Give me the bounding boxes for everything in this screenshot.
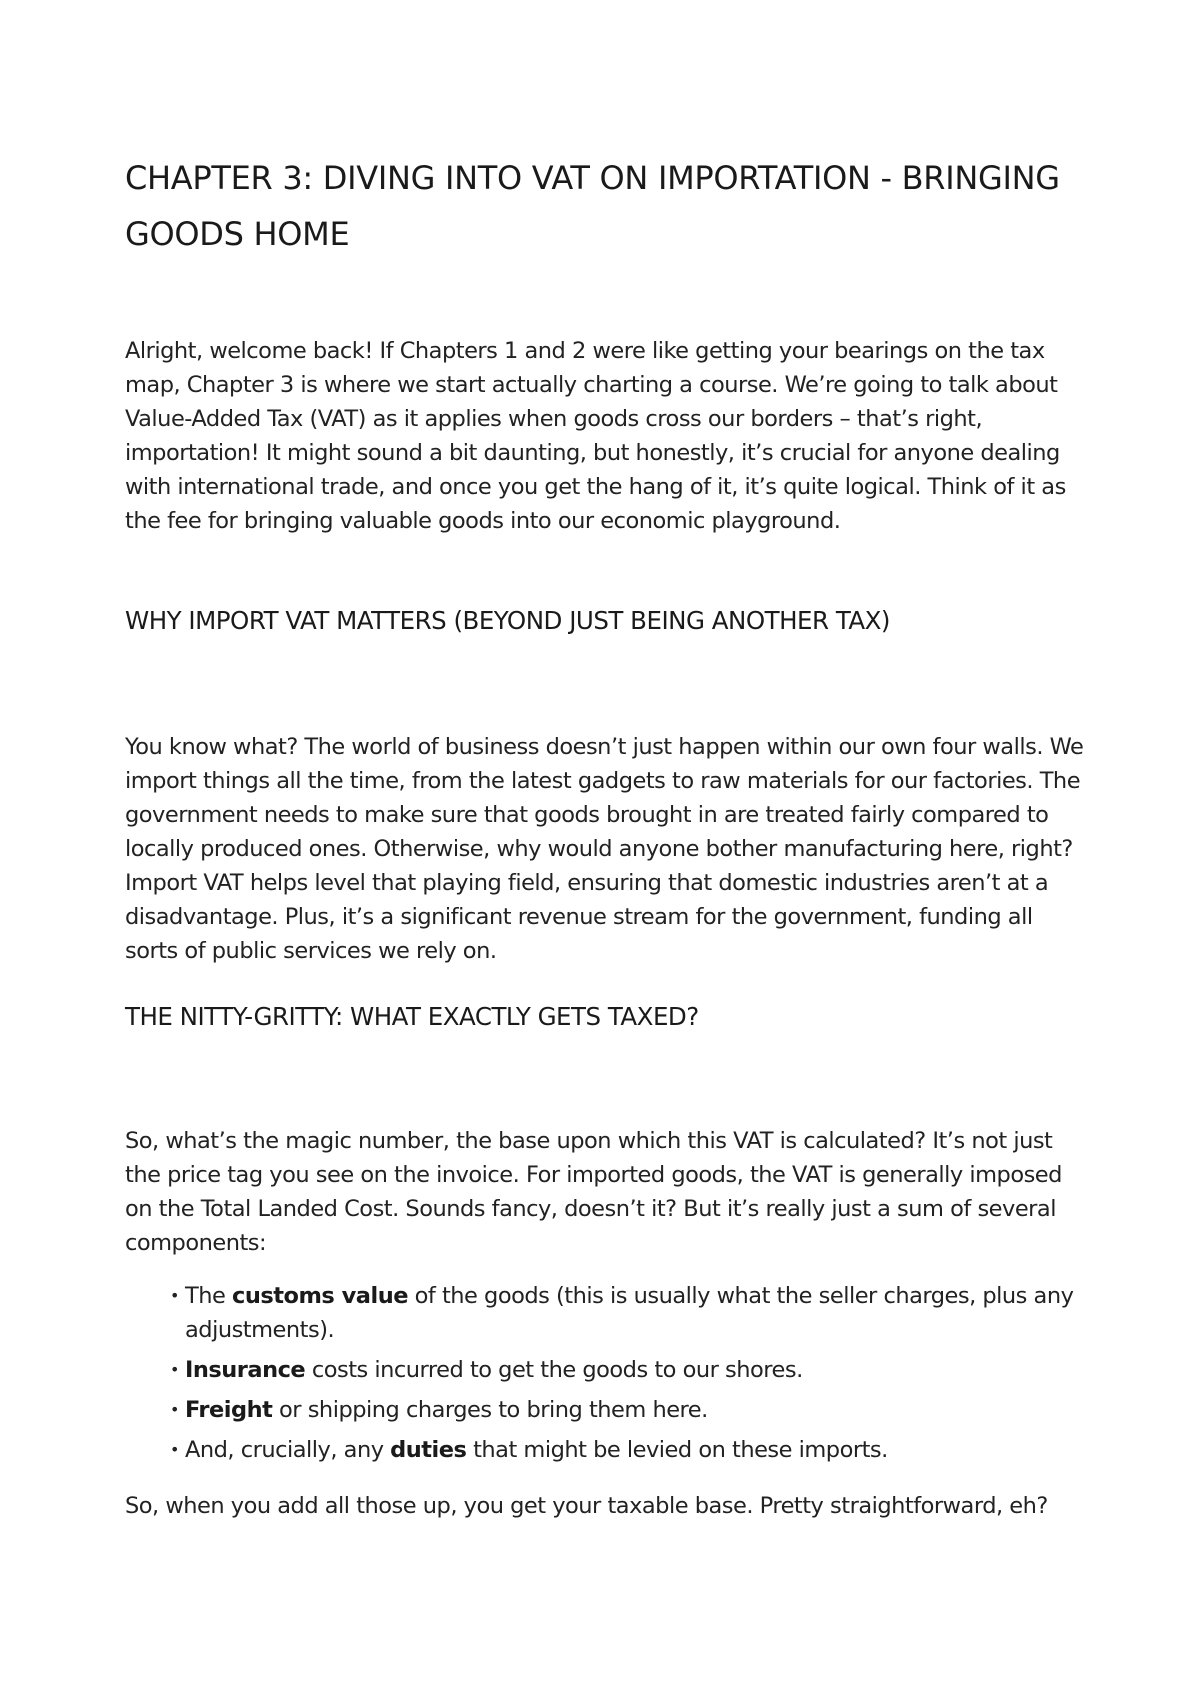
chapter-title: CHAPTER 3: DIVING INTO VAT ON IMPORTATION - BRINGING GOODS HOME bbox=[125, 159, 1060, 253]
list-item-customs-value bbox=[170, 1279, 1075, 1347]
list-item-bold-term: Freight bbox=[185, 1397, 273, 1423]
list-item-bold-term: Insurance bbox=[185, 1357, 306, 1383]
list-item-text-before: And, crucially, any bbox=[185, 1437, 391, 1463]
bullet-icon: • bbox=[170, 1440, 179, 1459]
section-heading-what-gets-taxed: THE NITTY-GRITTY: WHAT EXACTLY GETS TAXED? bbox=[125, 1002, 699, 1031]
section-paragraph-why-import-vat: You know what? The world of business doesn’t just happen within our own four walls. We import things all the time, from the latest gadgets to raw materials for our factories. The government needs to make sure that goods brought in are treated fairly compared to locally produced ones. Otherwise, why would anyone bother manufacturing here, right? Import VAT helps level that playing field, ensuring that domestic industries aren’t at a disadvantage. Plus, it’s a significant revenue stream for the government, funding all sorts of public services we rely on. bbox=[125, 734, 1084, 964]
bullet-icon: • bbox=[170, 1286, 179, 1305]
list-item-insurance bbox=[170, 1353, 1075, 1387]
list-item-text-after: or shipping charges to bring them here. bbox=[272, 1397, 708, 1423]
section-heading-why-import-vat: WHY IMPORT VAT MATTERS (BEYOND JUST BEING ANOTHER TAX) bbox=[125, 606, 890, 635]
list-item-freight bbox=[170, 1393, 1075, 1427]
taxable-components-list bbox=[170, 1279, 1075, 1473]
bullet-icon: • bbox=[170, 1400, 179, 1419]
list-item-text-before: The bbox=[185, 1283, 232, 1309]
list-item-text-after: that might be levied on these imports. bbox=[466, 1437, 888, 1463]
closing-paragraph: So, when you add all those up, you get your taxable base. Pretty straightforward, eh? bbox=[125, 1493, 1048, 1519]
list-item-bold-term: duties bbox=[390, 1437, 467, 1463]
list-item-text-after: of the goods (this is usually what the seller charges, plus any adjustments). bbox=[185, 1283, 1074, 1343]
list-item-duties bbox=[170, 1433, 1075, 1467]
intro-paragraph: Alright, welcome back! If Chapters 1 and 2 were like getting your bearings on the tax map, Chapter 3 is where we start actually charting a course. We’re going to talk about Value-Added Tax (VAT) as it applies when goods cross our borders – that’s right, importation! It might sound a bit daunting, but honestly, it’s crucial for anyone dealing with international trade, and once you get the hang of it, it’s quite logical. Think of it as the fee for bringing valuable goods into our economic playground. bbox=[125, 338, 1066, 534]
list-item-bold-term: customs value bbox=[232, 1283, 408, 1309]
bullet-icon: • bbox=[170, 1360, 179, 1379]
list-item-text-after: costs incurred to get the goods to our shores. bbox=[305, 1357, 803, 1383]
section-paragraph-what-gets-taxed: So, what’s the magic number, the base upon which this VAT is calculated? It’s not just the price tag you see on the invoice. For imported goods, the VAT is generally imposed on the Total Landed Cost. Sounds fancy, doesn’t it? But it’s really just a sum of several components: bbox=[125, 1128, 1062, 1256]
